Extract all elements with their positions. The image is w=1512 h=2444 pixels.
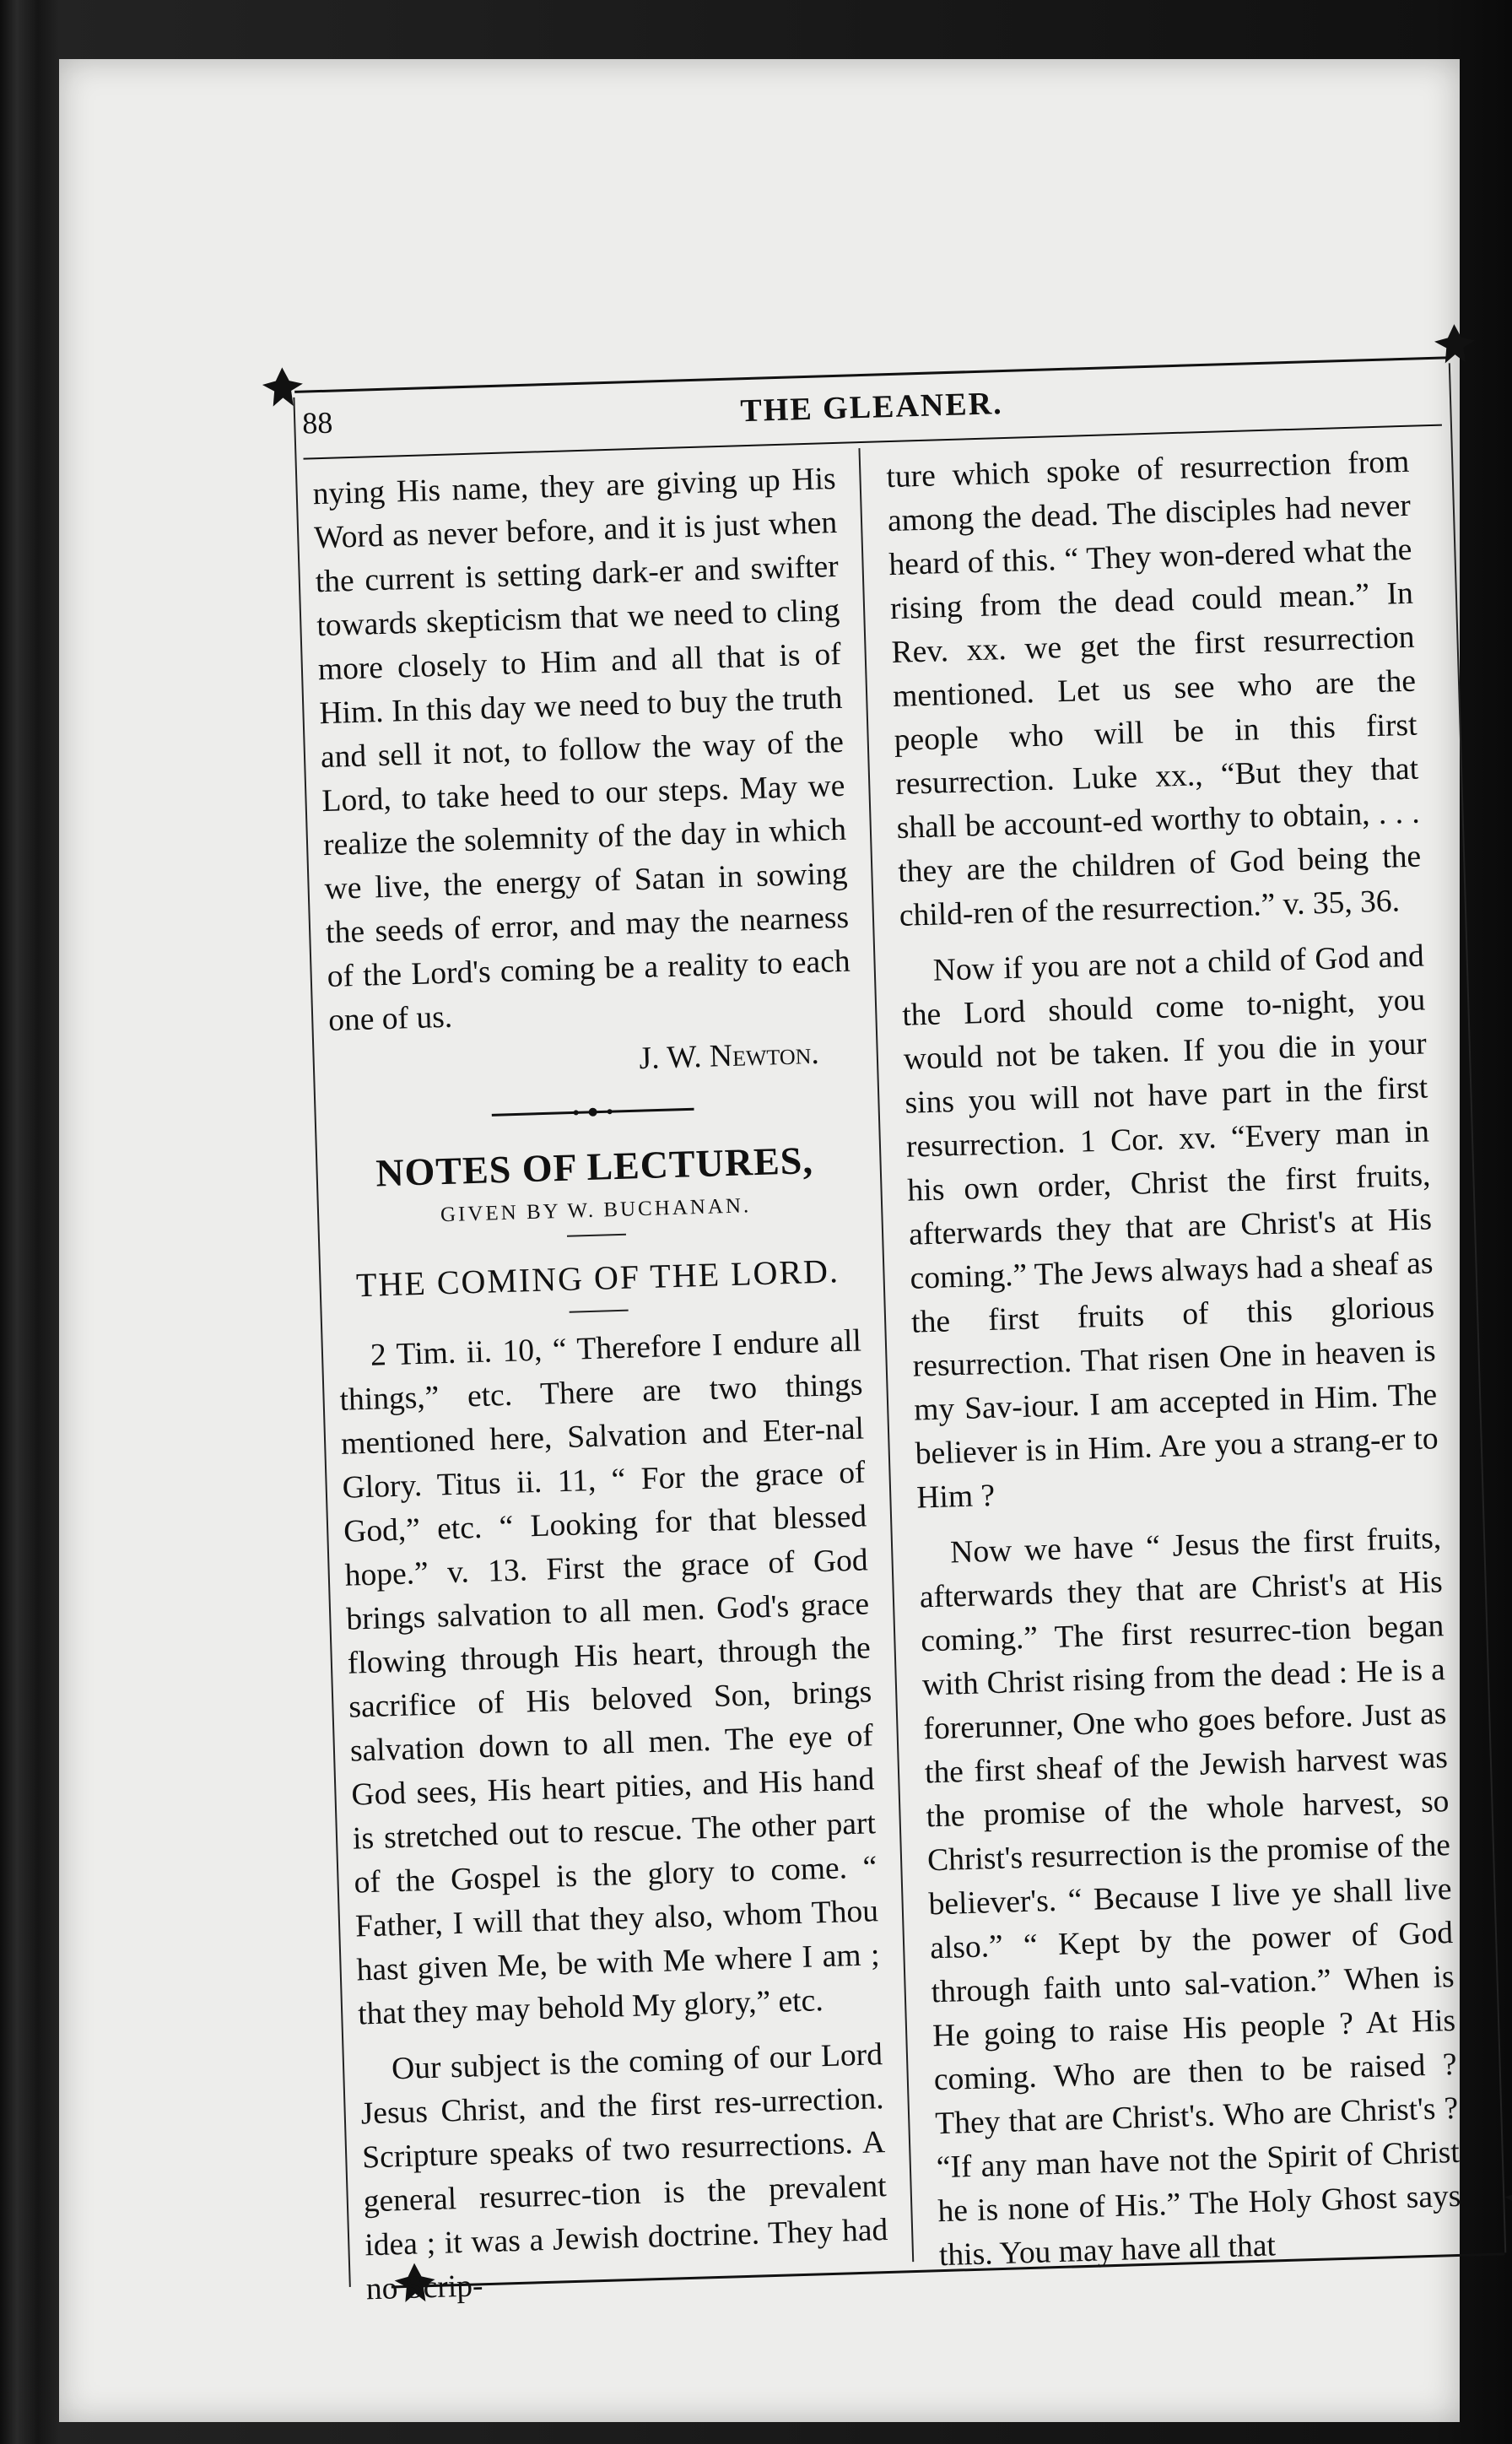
body-paragraph: ture which spoke of resurrection from among the dead. The disciples had never heard of this. “ They won-dered what the rising from the dead could mean.” In Rev. xx. we get the first resurrection mentioned. Let us see who are the people who will be in this first resurrection. Luke xx., “But they that shall be account-ed worthy to obtain, . . . they are the children of God being the child-ren of the resurrection.” v. 35, 36.	[885, 444, 1422, 933]
book-page	[59, 59, 1460, 2422]
running-title: THE GLEANER.	[739, 386, 1004, 430]
body-paragraph: Now we have “ Jesus the first fruits, afterwards they that are Christ's at His coming.” The first resurrec-tion began with Christ rising from the dead : He is a forerunner, One who goes before. Just as the first sheaf of the Jewish harvest was the promise of the whole harvest, so Christ's resurrection is the promise of the believer's. “ Because I live ye shall live also.” “ Kept by the power of God through faith unto sal-vation.” When is He going to raise His people ? At His coming. Who are then to be raised ? They that are Christ's. Who are Christ's ? “If any man have not the Spirit of Christ he is none of His.” The Holy Ghost says this. You may have all that	[919, 1521, 1461, 2274]
separator-ornament-icon	[491, 1103, 694, 1121]
body-paragraph: Now if you are not a child of God and the Lord should come to-night, you would not be taken. If you die in your sins you will not have part in the first resurrection. 1 Cor. xv. “Every man in his own order, Christ the first fruits, afterwards they that are Christ's at His coming.” The Jews always had a sheaf as the first fruits of this glorious resurrection. That risen One in heaven is my Sav-iour. I am accepted in Him. The believer is in Him. Are you a strang-er to Him ?	[901, 938, 1439, 1516]
left-column	[312, 457, 889, 2312]
page-number: 88	[301, 405, 333, 441]
continued-paragraph: nying His name, they are giving up His Word as never before, and it is just when the current is setting dark-er and swifter towards skepticism that we need to cling more closely to Him and all that is of Him. In this day we need to buy the truth and sell it not, to follow the way of the Lord, to take heed to our steps. May we realize the solemnity of the day in which we live, the energy of Satan in sowing the seeds of error, and may the nearness of the Lord's coming be a reality to each one of us.	[312, 461, 851, 1039]
corner-ornament-icon	[1430, 320, 1479, 369]
short-rule	[570, 1310, 629, 1313]
body-paragraph: Our subject is the coming of our Lord Jesus Christ, and the first res-urrection. Scripture speaks of two resurrections. A general resurrec-tion is the prevalent idea ; it was a Jewish doctrine. They had no Scrip-	[360, 2037, 888, 2307]
short-rule	[567, 1234, 626, 1237]
body-paragraph: 2 Tim. ii. 10, “ Therefore I endure all things,” etc. There are two things mentioned here, Salvation and Eter-nal Glory. Titus ii. 11, “ For the grace of God,” etc. “ Looking for that blessed hope.” v. 13. First the grace of God brings salvation to all men. God's grace flowing through His heart, through the sacrifice of His beloved Son, brings salvation down to all men. The eye of God sees, His heart pities, and His hand is stretched out to rescue. The other part of the Gospel is the glory to come. “ Father, I will that they also, whom Thou hast given Me, be with Me where I am ; that they may behold My glory,” etc.	[339, 1323, 881, 2032]
article-title: NOTES OF LECTURES,	[375, 1138, 814, 1195]
corner-ornament-icon	[1501, 2176, 1512, 2225]
section-subheading: THE COMING OF THE LORD.	[355, 1252, 840, 1305]
page-frame	[284, 329, 1512, 2305]
article-byline: GIVEN BY W. BUCHANAN.	[440, 1194, 752, 1227]
author-signature: J. W. Newton.	[638, 1035, 820, 1077]
corner-ornament-icon	[258, 364, 307, 413]
right-column	[886, 441, 1463, 2278]
